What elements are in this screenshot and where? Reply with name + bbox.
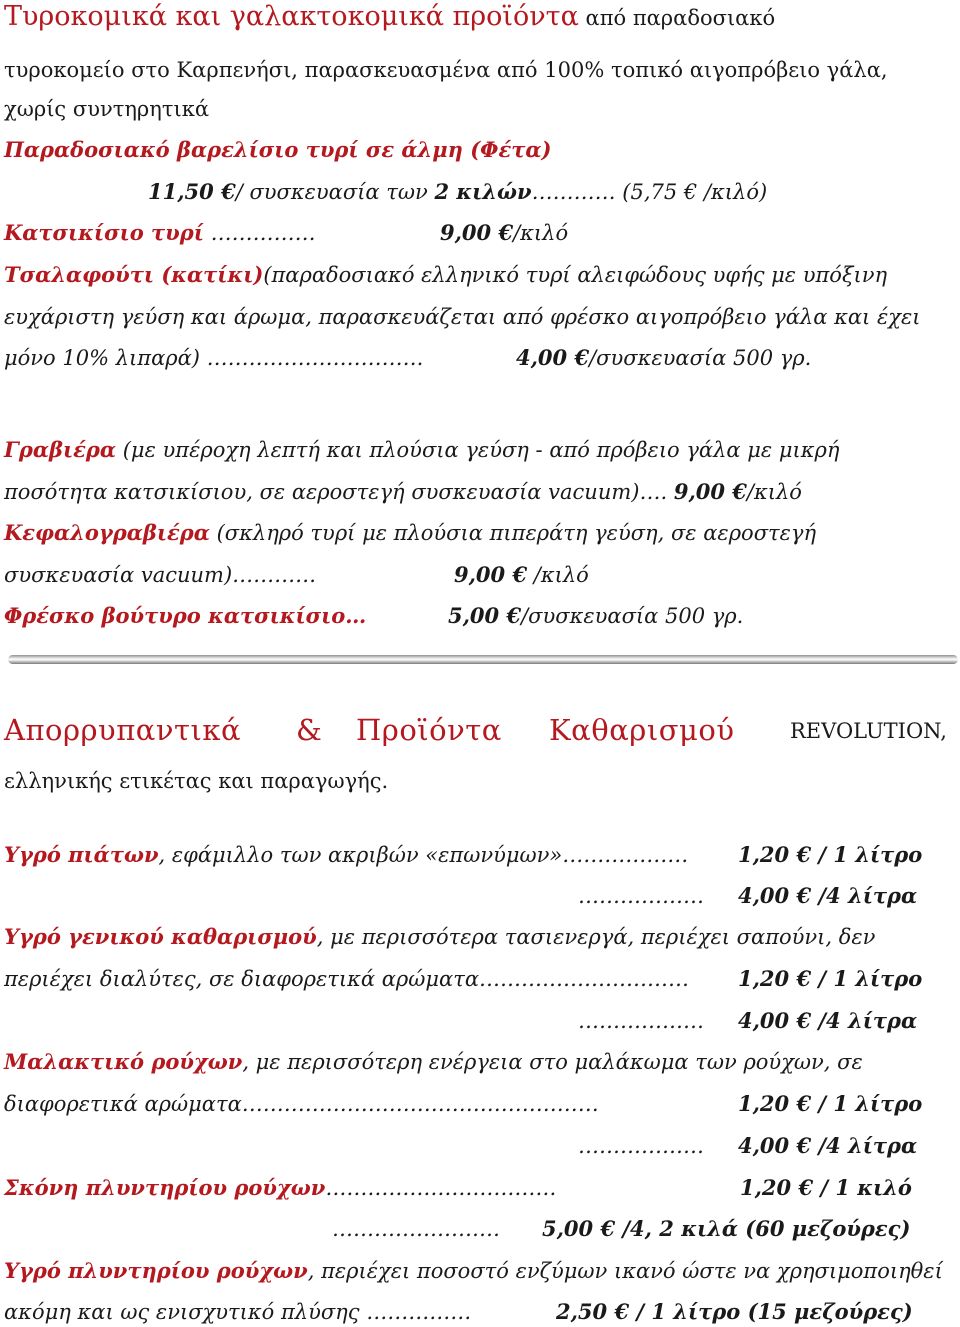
dairy-heading-line (4, 2, 775, 33)
tsalafouti-price-line (516, 343, 811, 373)
kefalograviera-unit: /κιλό (527, 563, 589, 587)
softener-desc-1: , με περισσότερη ενέργεια στο μαλάκωμα των ρούχων, σε (242, 1050, 863, 1074)
cleaning-title-word-2: & (296, 713, 323, 747)
goat-cheese-price-line (440, 218, 568, 248)
kefalograviera-desc-1: (σκληρό τυρί με πλούσια πιπεράτη γεύση, σε αεροστεγή (209, 521, 817, 545)
softener-name: Μαλακτικό ρούχων (4, 1049, 243, 1074)
dairy-title: Τυροκομικά και γαλακτοκομικά προϊόντα (4, 1, 579, 32)
tsalafouti-desc-3: μόνο 10% λιπαρά) …………………………. (4, 346, 424, 370)
butter-unit: /συσκευασία 500 γρ. (521, 604, 744, 628)
dish-liquid-name: Υγρό πιάτων (4, 842, 159, 867)
dairy-intro-line: τυροκομείο στο Καρπενήσι, παρασκευασμένα από 100% τοπικό αιγοπρόβειο γάλα, (4, 58, 888, 82)
softener-desc-2: διαφορετικά αρώματα…………………………………………… (4, 1092, 599, 1116)
graviera-name: Γραβιέρα (4, 437, 117, 462)
softener-line-1 (4, 1047, 863, 1077)
general-cleaner-price-2: 4,00 € /4 λίτρα (738, 1008, 918, 1033)
goat-cheese-name: Κατσικίσιο τυρί (4, 220, 204, 245)
kefalograviera-price: 9,00 € (454, 562, 528, 587)
feta-name: Παραδοσιακό βαρελίσιο τυρί σε άλμη (Φέτα) (4, 137, 552, 162)
tsalafouti-price: 4,00 € (516, 345, 590, 370)
kefalograviera-price-line (454, 560, 589, 590)
goat-cheese-line (4, 218, 316, 248)
dairy-intro-start: από παραδοσιακό (585, 6, 776, 30)
cleaning-title-word-4: Καθαρισμού (549, 713, 735, 747)
washing-powder-line (4, 1173, 556, 1203)
butter-price-line (448, 601, 743, 631)
general-cleaner-line-1 (4, 922, 875, 952)
washing-powder-dots: …………………………… (325, 1176, 557, 1200)
butter-price: 5,00 € (448, 603, 522, 628)
dish-liquid-line (4, 840, 688, 870)
dish-liquid-desc: , εφάμιλλο των ακριβών «επωνύμων»……………… (158, 843, 689, 867)
dairy-intro-end: χωρίς συντηρητικά (4, 97, 210, 121)
softener-price-1: 1,20 € / 1 λίτρο (738, 1091, 923, 1116)
graviera-desc-1: (με υπέροχη λεπτή και πλούσια γεύση - από πρόβειο γάλα με μικρή (116, 438, 840, 462)
goat-cheese-dots: …………… (210, 221, 316, 245)
goat-cheese-price: 9,00 € (440, 220, 514, 245)
liquid-detergent-line-1 (4, 1256, 943, 1286)
section-divider (8, 655, 958, 664)
tsalafouti-desc-1: (παραδοσιακό ελληνικό τυρί αλειφώδους υφής με υπόξινη (263, 263, 888, 287)
tsalafouti-line-1 (4, 260, 887, 290)
feta-unit: / συσκευασία των (235, 180, 435, 204)
cleaning-subtitle: ελληνικής ετικέτας και παραγωγής. (4, 769, 389, 793)
tsalafouti-name: Τσαλαφούτι (κατίκι) (4, 262, 264, 287)
liquid-detergent-desc-1: , περιέχει ποσοστό ενζύμων ικανό ώστε να χρησιμοποιηθεί (307, 1259, 943, 1283)
general-cleaner-name: Υγρό γενικού καθαρισμού (4, 924, 317, 949)
kefalograviera-line-1 (4, 518, 816, 548)
dish-liquid-price-2: 4,00 € /4 λίτρα (738, 883, 918, 908)
dish-liquid-dots-2: ……………… (578, 884, 704, 908)
brand-name: REVOLUTION, (790, 719, 947, 743)
liquid-detergent-desc-2: ακόμη και ως ενισχυτικό πλύσης …………… (4, 1300, 472, 1324)
general-cleaner-price-1: 1,20 € / 1 λίτρο (738, 966, 923, 991)
feta-per-kilo: ………… (5,75 € /κιλό) (531, 180, 768, 204)
cleaning-title-word-3: Προϊόντα (356, 713, 502, 747)
goat-cheese-unit: /κιλό (513, 221, 569, 245)
tsalafouti-unit: /συσκευασία 500 γρ. (589, 346, 812, 370)
softener-dots-2: ……………… (578, 1134, 704, 1158)
tsalafouti-desc-2: ευχάριστη γεύση και άρωμα, παρασκευάζεται από φρέσκο αιγοπρόβειο γάλα και έχει (4, 305, 921, 329)
liquid-detergent-price: 2,50 € / 1 λίτρο (15 μεζούρες) (556, 1299, 913, 1324)
general-cleaner-dots-2: ……………… (578, 1009, 704, 1033)
feta-weight: 2 κιλών (434, 179, 532, 204)
butter-name: Φρέσκο βούτυρο κατσικίσιο… (4, 603, 367, 628)
kefalograviera-name: Κεφαλογραβιέρα (4, 520, 210, 545)
washing-powder-name: Σκόνη πλυντηρίου ρούχων (4, 1175, 326, 1200)
graviera-desc-2: ποσότητα κατσικίσιου, σε αεροστεγή συσκευασία vacuum)…. (4, 480, 668, 504)
graviera-line-1 (4, 435, 839, 465)
washing-powder-price-2: 5,00 € /4, 2 κιλά (60 μεζούρες) (542, 1216, 911, 1241)
graviera-line-2 (4, 477, 802, 507)
washing-powder-price-1: 1,20 € / 1 κιλό (740, 1175, 912, 1200)
washing-powder-dots-2: …………………… (332, 1217, 500, 1241)
liquid-detergent-name: Υγρό πλυντηρίου ρούχων (4, 1258, 308, 1283)
general-cleaner-desc-1: , με περισσότερα τασιενεργά, περιέχει σαπούνι, δεν (316, 925, 876, 949)
graviera-price: 9,00 € (673, 479, 747, 504)
general-cleaner-desc-2: περιέχει διαλύτες, σε διαφορετικά αρώματα………………………… (4, 967, 690, 991)
feta-price-line (148, 177, 767, 207)
graviera-unit: /κιλό (746, 480, 802, 504)
softener-price-2: 4,00 € /4 λίτρα (738, 1133, 918, 1158)
feta-price: 11,50 € (148, 179, 236, 204)
dish-liquid-price-1: 1,20 € / 1 λίτρο (738, 842, 923, 867)
kefalograviera-desc-2: συσκευασία vacuum)………… (4, 563, 317, 587)
cleaning-title-word-1: Απορρυπαντικά (4, 713, 242, 747)
